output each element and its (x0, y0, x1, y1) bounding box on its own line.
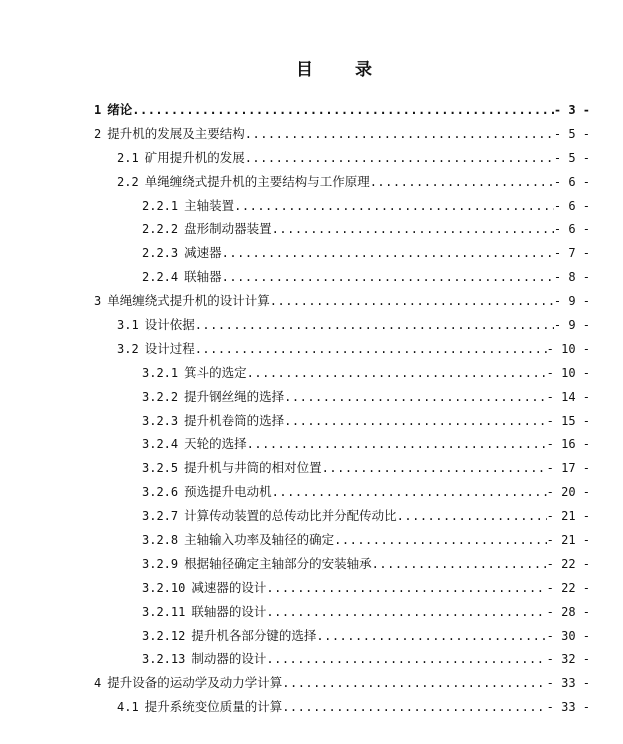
toc-entry-page: - 33 - (546, 700, 590, 715)
toc-entry[interactable] (94, 434, 590, 458)
toc-entry[interactable] (94, 411, 590, 435)
dot-leader (370, 175, 554, 189)
toc-entry[interactable] (94, 124, 590, 148)
toc-entry-title: 计算传动装置的总传动比并分配传动比 (184, 508, 397, 524)
toc-entry-page: - 7 - (553, 246, 590, 261)
toc-entry-title: 矿用提升机的发展 (144, 149, 245, 165)
toc-entry-title: 预选提升电动机 (184, 484, 272, 500)
toc-entry[interactable] (94, 172, 590, 196)
dot-leader (284, 390, 547, 404)
toc-entry-title: 主轴输入功率及轴径的确定 (184, 532, 335, 548)
toc-entry-title: 设计依据 (144, 317, 195, 333)
toc-entry[interactable] (94, 482, 590, 506)
toc-entry[interactable] (94, 315, 590, 339)
toc-entry-title: 提升钢丝绳的选择 (184, 388, 285, 404)
dot-leader (372, 557, 547, 571)
toc-entry-number: 3.2.3 (142, 413, 179, 428)
toc-entry[interactable] (94, 554, 590, 578)
toc-entry[interactable] (94, 458, 590, 482)
toc-entry-title: 提升设备的运动学及动力学计算 (107, 675, 283, 691)
dot-leader (222, 270, 554, 284)
toc-entry-title: 联轴器的设计 (191, 603, 267, 619)
toc-entry-title: 设计过程 (144, 340, 195, 356)
page-title: 目 录 (296, 60, 390, 80)
toc-entry-number: 2 (94, 126, 102, 141)
dot-leader (195, 318, 554, 332)
toc-entry-page: - 17 - (546, 461, 590, 476)
dot-leader (282, 700, 546, 714)
toc-entry-title: 主轴装置 (184, 197, 235, 213)
toc-entry-number: 4 (94, 676, 102, 691)
toc-entry-number: 3.2.2 (142, 389, 179, 404)
toc-entry[interactable] (94, 148, 590, 172)
toc-entry-page: - 8 - (553, 270, 590, 285)
toc-entry[interactable] (94, 267, 590, 291)
dot-leader (266, 581, 546, 595)
toc-entry-number: 3.2.6 (142, 485, 179, 500)
toc-entry-title: 提升机卷筒的选择 (184, 412, 285, 428)
toc-entry-title: 单绳缠绕式提升机的主要结构与工作原理 (144, 173, 370, 189)
dot-leader (195, 342, 547, 356)
toc-entry-title: 盘形制动器装置 (184, 221, 272, 237)
toc-entry-page: - 15 - (546, 413, 590, 428)
dot-leader (245, 151, 554, 165)
toc-entry-title: 提升系统变位质量的计算 (144, 699, 283, 715)
toc-entry-page: - 6 - (553, 198, 590, 213)
toc-entry[interactable] (94, 387, 590, 411)
toc-entry[interactable] (94, 363, 590, 387)
toc-entry[interactable] (94, 291, 590, 315)
toc-entry-page: - 3 - (553, 103, 590, 117)
toc-entry-number: 3.2.5 (142, 461, 179, 476)
toc-entry-page: - 9 - (553, 294, 590, 309)
dot-leader (247, 366, 547, 380)
toc-entry-title: 减速器 (184, 245, 222, 261)
toc-entry-title: 提升机的发展及主要结构 (107, 125, 245, 141)
toc-entry-title: 根据轴径确定主轴部分的安装轴承 (184, 555, 372, 571)
toc-entry-title: 天轮的选择 (184, 436, 247, 452)
toc-entry-number: 3.2.1 (142, 365, 179, 380)
toc-entry-number: 2.2.3 (142, 246, 179, 261)
dot-leader (270, 294, 554, 308)
toc-entry-page: - 33 - (546, 676, 590, 691)
toc-entry-number: 4.1 (117, 700, 139, 715)
toc-entry-number: 2.2.1 (142, 198, 179, 213)
dot-leader (266, 605, 546, 619)
toc-entry-page: - 14 - (546, 389, 590, 404)
dot-leader (322, 461, 547, 475)
toc-entry[interactable] (94, 649, 590, 673)
toc-entry[interactable] (94, 626, 590, 650)
toc-entry-page: - 5 - (553, 150, 590, 165)
toc-entry-page: - 16 - (546, 437, 590, 452)
toc-entry-number: 2.1 (117, 150, 139, 165)
dot-leader (282, 676, 546, 690)
dot-leader (272, 485, 547, 499)
toc-entry-title: 单绳缠绕式提升机的设计计算 (107, 293, 270, 309)
toc-entry[interactable] (94, 673, 590, 697)
toc-entry-page: - 20 - (546, 485, 590, 500)
toc-entry-number: 3.2.13 (142, 652, 186, 667)
toc-entry[interactable] (94, 602, 590, 626)
toc-entry-page: - 21 - (546, 533, 590, 548)
toc-entry-title: 减速器的设计 (191, 579, 267, 595)
toc-entry[interactable] (94, 697, 590, 721)
toc-entry-page: - 10 - (546, 365, 590, 380)
toc-entry-title: 提升机与井筒的相对位置 (184, 460, 322, 476)
dot-leader (222, 246, 554, 260)
toc-entry-page: - 30 - (546, 628, 590, 643)
toc-entry-page: - 32 - (546, 652, 590, 667)
toc-entry[interactable] (94, 506, 590, 530)
toc-entry-page: - 6 - (553, 222, 590, 237)
toc-entry-page: - 5 - (553, 126, 590, 141)
toc-entry-page: - 10 - (546, 341, 590, 356)
toc-entry-number: 3.2.10 (142, 580, 186, 595)
toc-entry[interactable] (94, 530, 590, 554)
toc-entry-number: 3.2.12 (142, 628, 186, 643)
toc-entry[interactable] (94, 100, 590, 124)
toc-entry-number: 1 (94, 103, 102, 117)
toc-entry-page: - 22 - (546, 556, 590, 571)
toc-entry-title: 联轴器 (184, 269, 222, 285)
toc-entry-title: 制动器的设计 (191, 651, 267, 667)
toc-entry-number: 3.2.8 (142, 533, 179, 548)
toc-entry-number: 2.2.4 (142, 270, 179, 285)
toc-entry-title: 提升机各部分键的选择 (191, 627, 317, 643)
dot-leader (272, 222, 554, 236)
toc-entry-page: - 9 - (553, 318, 590, 333)
dot-leader (247, 437, 547, 451)
toc-entry-number: 3.2.11 (142, 604, 186, 619)
dot-leader (334, 533, 547, 547)
dot-leader (284, 414, 547, 428)
toc-entry[interactable] (94, 219, 590, 243)
toc-entry-page: - 22 - (546, 580, 590, 595)
table-of-contents (94, 100, 590, 721)
dot-leader (132, 103, 554, 117)
toc-entry-page: - 6 - (553, 174, 590, 189)
toc-entry[interactable] (94, 578, 590, 602)
toc-entry-title: 箕斗的选定 (184, 364, 247, 380)
toc-entry-page: - 28 - (546, 604, 590, 619)
toc-entry-number: 3.1 (117, 318, 139, 333)
toc-entry-page: - 21 - (546, 509, 590, 524)
dot-leader (266, 652, 546, 666)
toc-entry-number: 3.2.9 (142, 556, 179, 571)
toc-entry-number: 3 (94, 294, 102, 309)
dot-leader (397, 509, 547, 523)
toc-entry[interactable] (94, 243, 590, 267)
toc-entry-number: 3.2 (117, 341, 139, 356)
dot-leader (234, 199, 554, 213)
toc-entry-number: 2.2.2 (142, 222, 179, 237)
toc-entry-number: 3.2.4 (142, 437, 179, 452)
toc-entry-number: 2.2 (117, 174, 139, 189)
toc-entry[interactable] (94, 196, 590, 220)
toc-entry-number: 3.2.7 (142, 509, 179, 524)
toc-entry-title: 绪论 (107, 102, 133, 117)
dot-leader (245, 127, 554, 141)
toc-entry[interactable] (94, 339, 590, 363)
dot-leader (316, 629, 546, 643)
